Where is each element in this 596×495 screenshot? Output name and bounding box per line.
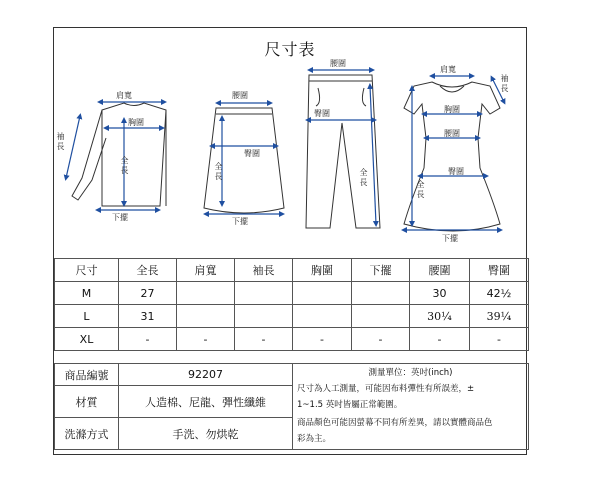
- dress-chest-label: 胸圍: [444, 105, 460, 114]
- size-cell: L: [55, 305, 119, 328]
- table-cell: -: [293, 328, 352, 351]
- code-value: 92207: [119, 364, 293, 386]
- table-cell: [235, 305, 293, 328]
- skirt-hem-label: 下擺: [232, 217, 248, 226]
- product-info-table: [54, 363, 529, 450]
- table-cell: [352, 305, 410, 328]
- table-cell: -: [352, 328, 410, 351]
- size-table: [54, 258, 529, 351]
- header-cell: 袖長: [235, 259, 293, 282]
- top-length-label: 全長: [120, 156, 129, 175]
- note-line-4: 彩為主。: [297, 434, 332, 444]
- header-cell: 肩寬: [177, 259, 235, 282]
- unit-note: 測量單位：英吋(inch): [368, 368, 453, 378]
- table-cell: 39¼: [470, 305, 529, 328]
- header-cell: 尺寸: [55, 259, 119, 282]
- table-cell: [235, 282, 293, 305]
- notes-cell: [293, 364, 529, 450]
- dress-shoulder-label: 肩寬: [440, 65, 456, 74]
- pants-length-label: 全長: [359, 168, 368, 187]
- top-shoulder-label: 肩寬: [116, 91, 132, 100]
- table-cell: -: [235, 328, 293, 351]
- code-label: 商品編號: [55, 364, 119, 386]
- pants-waist-label: 腰圍: [330, 59, 346, 68]
- skirt-length-label: 全長: [214, 162, 223, 181]
- pants-hip-label: 臀圍: [314, 109, 330, 118]
- dress-waist-label: 腰圍: [444, 129, 460, 138]
- header-cell: 臀圍: [470, 259, 529, 282]
- header-cell: 下擺: [352, 259, 410, 282]
- material-value: 人造棉、尼龍、彈性纖維: [119, 386, 293, 418]
- size-table-header: [55, 259, 529, 282]
- dress-length-label: 全長: [416, 180, 425, 199]
- note-line-2: 1~1.5 英吋皆屬正常範圍。: [297, 400, 403, 410]
- table-cell: 30¼: [410, 305, 470, 328]
- table-cell: [177, 305, 235, 328]
- dress-sleeve-label: 袖長: [500, 74, 509, 93]
- top-sleeve-label: 袖長: [56, 132, 65, 151]
- note-line-1: 尺寸為人工測量，可能因布料彈性有所誤差，±: [297, 384, 475, 394]
- size-cell: XL: [55, 328, 119, 351]
- table-cell: -: [470, 328, 529, 351]
- table-cell: 42½: [470, 282, 529, 305]
- note-line-3: 商品顏色可能因螢幕不同有所差異，請以實體商品色: [297, 418, 493, 428]
- skirt-waist-label: 腰圍: [232, 91, 248, 100]
- dress-hem-label: 下擺: [442, 234, 458, 243]
- table-cell: 30: [410, 282, 470, 305]
- table-cell: [177, 282, 235, 305]
- wash-value: 手洗、勿烘乾: [119, 418, 293, 450]
- dress-hip-label: 臀圍: [448, 167, 464, 176]
- size-chart-sheet: [53, 27, 527, 455]
- table-row: [55, 328, 529, 351]
- top-chest-label: 胸圍: [128, 118, 144, 127]
- header-cell: 腰圍: [410, 259, 470, 282]
- header-cell: 全長: [119, 259, 177, 282]
- table-cell: [293, 282, 352, 305]
- garment-illustrations: [54, 28, 528, 258]
- table-cell: -: [410, 328, 470, 351]
- header-cell: 胸圍: [293, 259, 352, 282]
- table-cell: 27: [119, 282, 177, 305]
- table-cell: [352, 282, 410, 305]
- info-row: [55, 364, 529, 386]
- table-cell: -: [177, 328, 235, 351]
- table-cell: -: [119, 328, 177, 351]
- table-cell: [293, 305, 352, 328]
- size-cell: M: [55, 282, 119, 305]
- table-row: [55, 305, 529, 328]
- wash-label: 洗滌方式: [55, 418, 119, 450]
- material-label: 材質: [55, 386, 119, 418]
- chart-title: 尺寸表: [264, 40, 316, 59]
- table-row: [55, 282, 529, 305]
- top-hem-label: 下擺: [112, 213, 128, 222]
- skirt-hip-label: 臀圍: [244, 149, 260, 158]
- table-cell: 31: [119, 305, 177, 328]
